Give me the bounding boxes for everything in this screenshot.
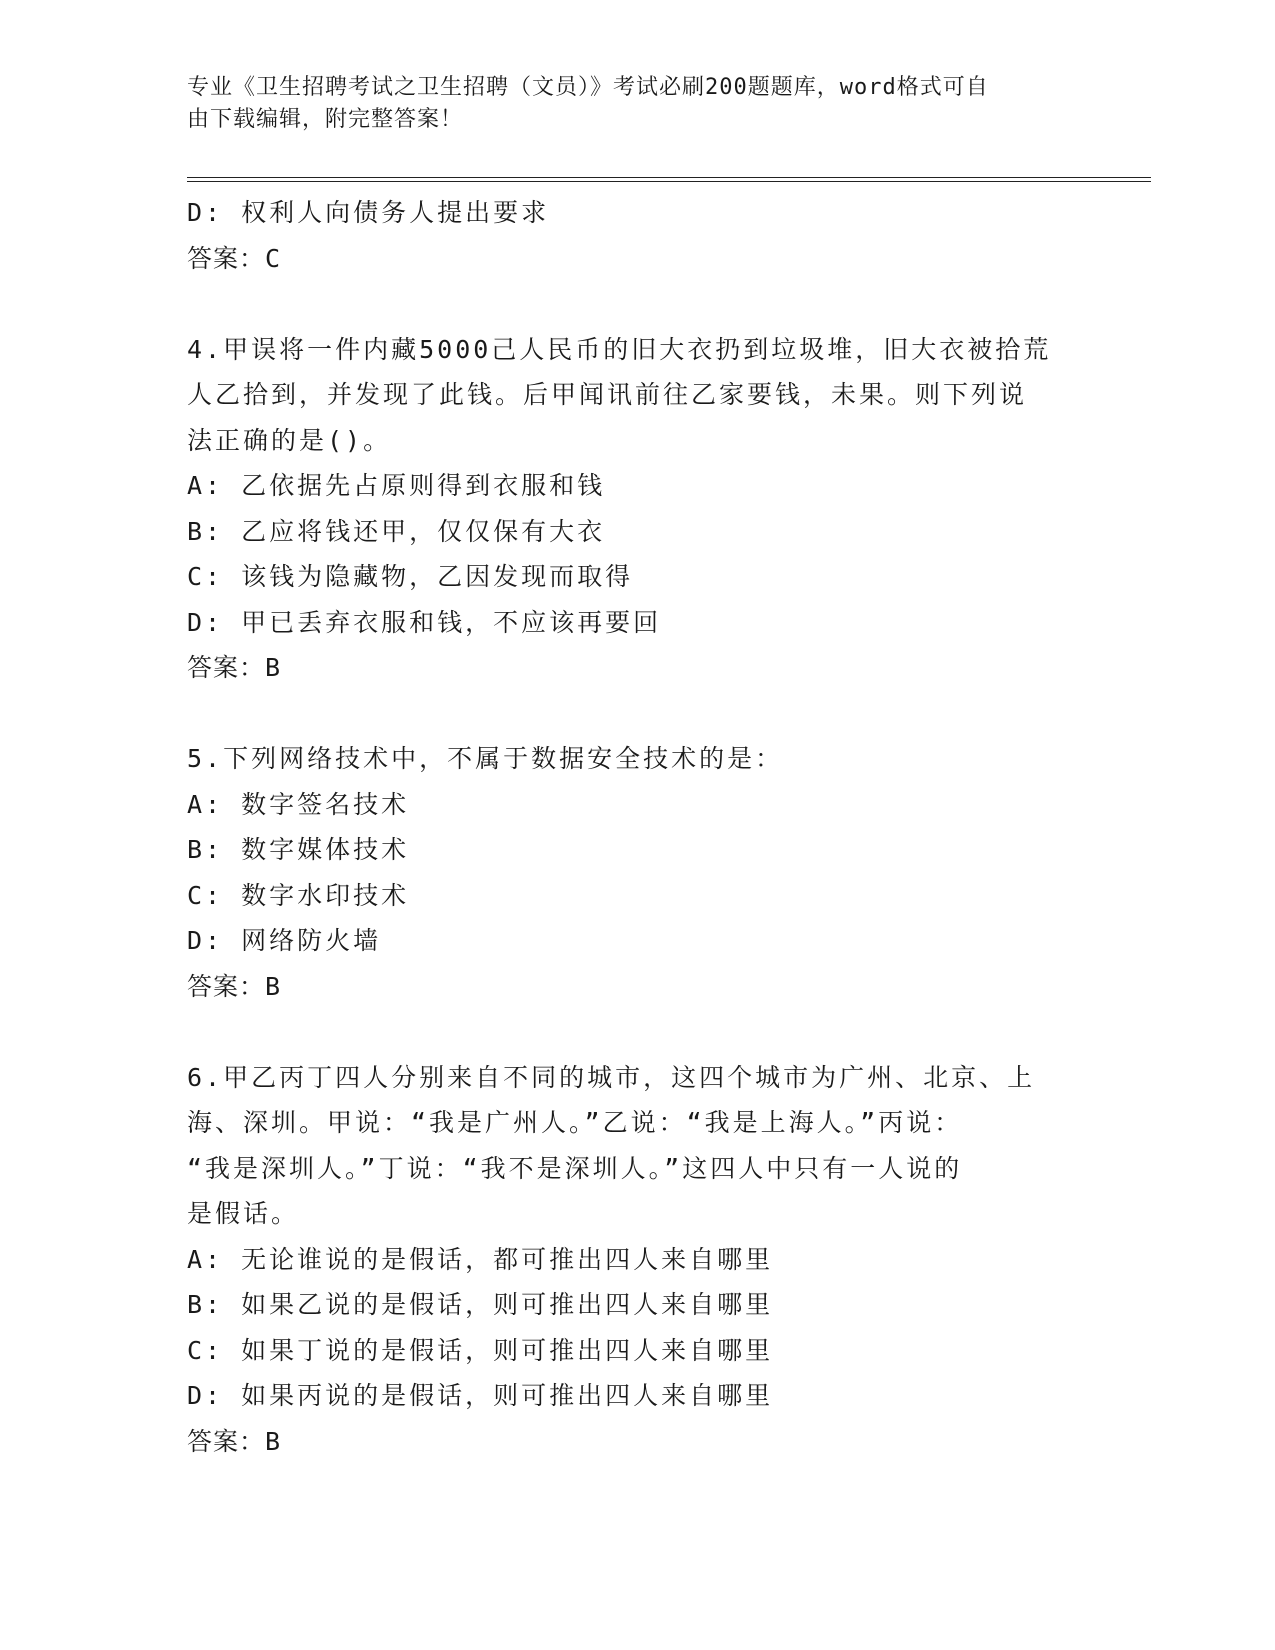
prev-answer: 答案：C: [187, 243, 282, 273]
header-line-1: 专业《卫生招聘考试之卫生招聘（文员）》考试必刷200题题库，word格式可自: [187, 75, 989, 100]
question-4-option-d: D: 甲已丢弃衣服和钱，不应该再要回: [187, 607, 662, 637]
question-6-line-2: 海、深圳。甲说：“我是广州人。”乙说：“我是上海人。”丙说：: [187, 1108, 963, 1137]
question-4: [187, 327, 1087, 691]
question-4-line-3: 法正确的是()。: [187, 425, 392, 455]
question-5-option-a: A: 数字签名技术: [187, 789, 410, 819]
prev-option-d: D: 权利人向债务人提出要求: [187, 198, 550, 227]
question-6-line-4: 是假话。: [187, 1199, 300, 1228]
question-4-option-a: A: 乙依据先占原则得到衣服和钱: [187, 471, 606, 500]
spacer: [187, 1009, 1087, 1055]
header-rule-bottom: [187, 181, 1151, 182]
question-6: [187, 1055, 1087, 1465]
question-6-option-c: C: 如果丁说的是假话，则可推出四人来自哪里: [187, 1335, 774, 1365]
question-6-line-1: 6.甲乙丙丁四人分别来自不同的城市，这四个城市为广州、北京、上: [187, 1062, 1036, 1092]
question-6-option-a: A: 无论谁说的是假话，都可推出四人来自哪里: [187, 1244, 774, 1274]
question-4-option-c: C: 该钱为隐藏物，乙因发现而取得: [187, 562, 634, 591]
question-6-line-3: “我是深圳人。”丁说：“我不是深圳人。”这四人中只有一人说的: [187, 1153, 963, 1183]
question-4-option-b: B: 乙应将钱还甲，仅仅保有大衣: [187, 516, 606, 546]
question-6-answer: 答案：B: [187, 1426, 282, 1456]
question-4-line-2: 人乙拾到，并发现了此钱。后甲闻讯前往乙家要钱，未果。则下列说: [187, 380, 1028, 409]
question-5-option-d: D: 网络防火墙: [187, 926, 382, 955]
question-5: [187, 736, 1087, 1009]
header-line-2: 由下载编辑，附完整答案！: [187, 107, 464, 132]
spacer: [187, 691, 1087, 737]
question-5-option-b: B: 数字媒体技术: [187, 835, 410, 864]
question-5-option-c: C: 数字水印技术: [187, 880, 410, 910]
question-6-option-d: D: 如果丙说的是假话，则可推出四人来自哪里: [187, 1381, 774, 1410]
question-5-answer: 答案：B: [187, 971, 282, 1001]
document-header: [187, 72, 1087, 136]
question-4-line-1: 4.甲误将一件内藏5000己人民币的旧大衣扔到垃圾堆，旧大衣被拾荒: [187, 334, 1052, 364]
header-rule-top: [187, 177, 1151, 178]
question-6-option-b: B: 如果乙说的是假话，则可推出四人来自哪里: [187, 1290, 774, 1319]
question-5-line-1: 5.下列网络技术中，不属于数据安全技术的是：: [187, 744, 784, 773]
spacer: [187, 281, 1087, 327]
question-4-answer: 答案：B: [187, 653, 282, 682]
document-body: [187, 190, 1087, 1464]
